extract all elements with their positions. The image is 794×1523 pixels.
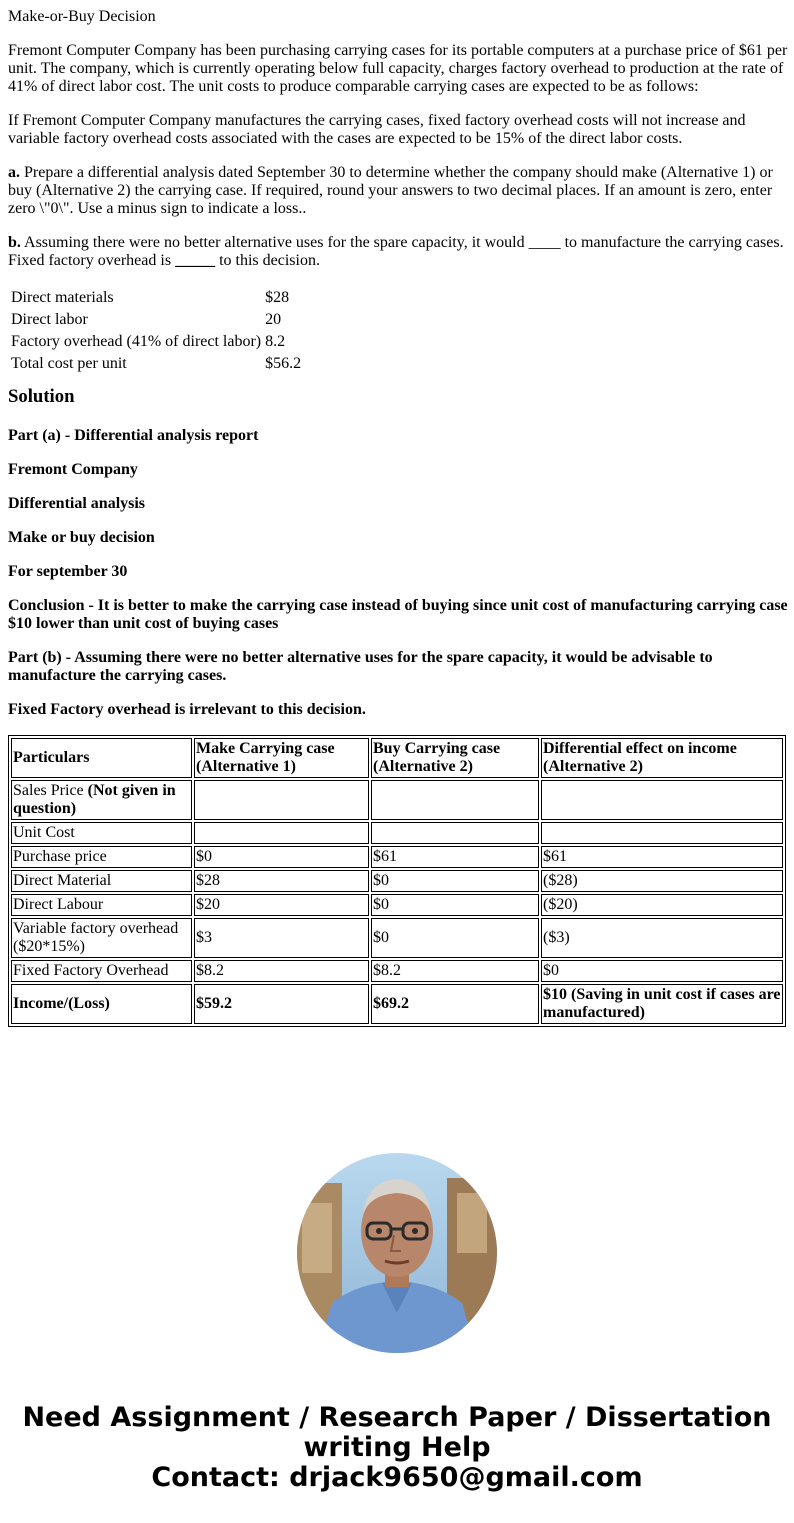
part-a-label: a. bbox=[8, 164, 20, 181]
part-a-heading: Part (a) - Differential analysis report bbox=[8, 427, 259, 444]
footer-line-2: writing Help bbox=[303, 1432, 491, 1463]
buy-cell: $0 bbox=[371, 918, 539, 958]
diff-cell: $61 bbox=[541, 846, 783, 868]
make-cell bbox=[194, 780, 369, 820]
table-row bbox=[11, 822, 783, 844]
row-label: Fixed Factory Overhead bbox=[11, 960, 192, 982]
page-title: Make-or-Buy Decision bbox=[8, 8, 156, 25]
solution-heading: Solution bbox=[8, 386, 75, 407]
row-label: Income/(Loss) bbox=[11, 984, 192, 1024]
diff-cell: ($3) bbox=[541, 918, 783, 958]
sales-price-label: Sales Price bbox=[13, 782, 88, 799]
cost-value: 8.2 bbox=[265, 333, 286, 350]
buy-cell bbox=[371, 780, 539, 820]
table-row bbox=[11, 894, 783, 916]
table-row bbox=[10, 310, 302, 330]
company-name: Fremont Company bbox=[8, 461, 138, 478]
conclusion: Conclusion - It is better to make the carrying case instead of buying since unit cost of manufacturing carrying case $10 lower than unit cost of buying cases bbox=[8, 597, 788, 632]
make-cell: $3 bbox=[194, 918, 369, 958]
fixed-overhead-note: Fixed Factory overhead is irrelevant to this decision. bbox=[8, 701, 366, 718]
part-b-label: b. bbox=[8, 234, 21, 251]
footer-banner bbox=[0, 1403, 794, 1493]
row-label bbox=[11, 780, 192, 820]
buy-cell: $8.2 bbox=[371, 960, 539, 982]
cost-value: 20 bbox=[265, 311, 282, 328]
intro-paragraph: Fremont Computer Company has been purchasing carrying cases for its portable computers at a purchase price of $61 per unit. The company, which is currently operating below full capacity, charges factory overhead to production at the rate of 41% of direct labor cost. The unit costs to produce comparable carrying cases are expected to be as follows: bbox=[8, 42, 788, 95]
table-row bbox=[11, 846, 783, 868]
author-portrait bbox=[297, 1153, 497, 1353]
diff-cell bbox=[541, 780, 783, 820]
column-header: Make Carrying case (Alternative 1) bbox=[194, 738, 369, 778]
diff-cell bbox=[541, 822, 783, 844]
differential-analysis-table bbox=[8, 735, 786, 1027]
part-b-text-1: Assuming there were no better alternative uses for the spare capacity, it would ____ to manufacture the carrying cases. Fixed factory overhead is bbox=[8, 234, 784, 269]
table-row bbox=[11, 870, 783, 892]
table-row bbox=[10, 354, 302, 374]
buy-cell: $0 bbox=[371, 894, 539, 916]
buy-cell: $0 bbox=[371, 870, 539, 892]
sales-price-note: (Not given in question) bbox=[13, 782, 176, 817]
buy-cell: $61 bbox=[371, 846, 539, 868]
make-cell: $20 bbox=[194, 894, 369, 916]
column-header: Buy Carrying case (Alternative 2) bbox=[371, 738, 539, 778]
make-cell: $28 bbox=[194, 870, 369, 892]
table-row bbox=[10, 332, 302, 352]
table-row bbox=[11, 918, 783, 958]
analysis-date: For september 30 bbox=[8, 563, 128, 580]
unit-cost-table bbox=[8, 286, 304, 376]
table-row bbox=[11, 780, 783, 820]
table-total-row bbox=[11, 984, 783, 1024]
part-b-text-2: to this decision. bbox=[215, 252, 320, 269]
table-row bbox=[10, 288, 302, 308]
cost-value: $28 bbox=[265, 289, 290, 306]
column-header: Particulars bbox=[11, 738, 192, 778]
cost-value: $56.2 bbox=[265, 355, 302, 372]
analysis-title: Differential analysis bbox=[8, 495, 146, 512]
make-cell: $0 bbox=[194, 846, 369, 868]
part-b-answer: Part (b) - Assuming there were no better alternative uses for the spare capacity, it would be advisable to manufacture the carrying cases. bbox=[8, 649, 713, 684]
cost-item: Total cost per unit bbox=[11, 355, 127, 372]
diff-cell: ($20) bbox=[541, 894, 783, 916]
buy-cell: $69.2 bbox=[371, 984, 539, 1024]
variable-overhead-paragraph: If Fremont Computer Company manufactures the carrying cases, fixed factory overhead costs will not increase and variable factory overhead costs associated with the cases are expected to be 15% of the direct labor costs. bbox=[8, 112, 746, 147]
table-header-row bbox=[11, 738, 783, 778]
cost-item: Direct labor bbox=[11, 311, 88, 328]
part-a-question bbox=[8, 164, 788, 218]
part-b-blank: _____ bbox=[175, 252, 216, 269]
buy-cell bbox=[371, 822, 539, 844]
row-label: Direct Labour bbox=[11, 894, 192, 916]
diff-cell: $10 (Saving in unit cost if cases are manufactured) bbox=[541, 984, 783, 1024]
avatar bbox=[297, 1153, 497, 1353]
row-label: Variable factory overhead ($20*15%) bbox=[11, 918, 192, 958]
cost-item: Direct materials bbox=[11, 289, 114, 306]
footer-contact: Contact: drjack9650@gmail.com bbox=[151, 1462, 643, 1493]
cost-item: Factory overhead (41% of direct labor) bbox=[11, 333, 262, 350]
footer-line-1: Need Assignment / Research Paper / Dissertation bbox=[22, 1402, 772, 1433]
column-header: Differential effect on income (Alternative 2) bbox=[541, 738, 783, 778]
row-label: Purchase price bbox=[11, 846, 192, 868]
part-a-text: Prepare a differential analysis dated September 30 to determine whether the company should make (Alternative 1) or buy (Alternative 2) the carrying case. If required, round your answers to two decimal places. If an amount is zero, enter zero \"0\". Use a minus sign to indicate a loss.. bbox=[8, 164, 773, 217]
make-cell bbox=[194, 822, 369, 844]
make-cell: $8.2 bbox=[194, 960, 369, 982]
row-label: Direct Material bbox=[11, 870, 192, 892]
table-row bbox=[11, 960, 783, 982]
diff-cell: ($28) bbox=[541, 870, 783, 892]
decision-title: Make or buy decision bbox=[8, 529, 155, 546]
row-label: Unit Cost bbox=[11, 822, 192, 844]
make-cell: $59.2 bbox=[194, 984, 369, 1024]
diff-cell: $0 bbox=[541, 960, 783, 982]
part-b-question bbox=[8, 234, 788, 270]
